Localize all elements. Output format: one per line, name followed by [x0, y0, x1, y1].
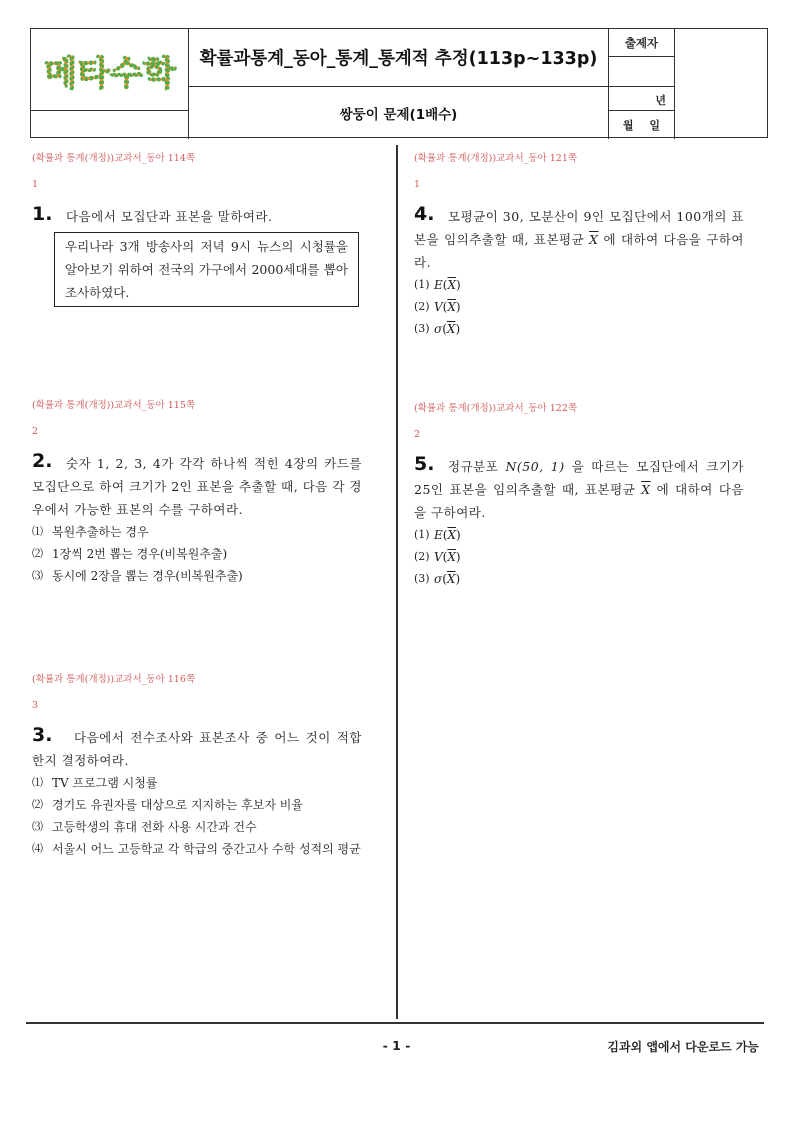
sub-items — [414, 524, 744, 590]
difficulty-number: 3 — [32, 700, 39, 711]
date-cell — [609, 111, 675, 139]
question-text: 모평균이 30, 모분산이 9인 모집단에서 100개의 표본을 임의추출할 때, 표본평균 $\overline{X}$ 에 대하여 다음을 구하여라. — [414, 209, 744, 270]
question-box: 우리나라 3개 방송사의 저녁 9시 뉴스의 시청률을 알아보기 위하여 전국의 가구에서 2000세대를 뽑아 조사하였다. — [54, 232, 359, 307]
question-number: 1. — [32, 203, 53, 225]
sub-items — [32, 772, 362, 860]
subtitle-cell — [189, 87, 609, 139]
list-item: (1) $E(\overline{X})$ — [414, 528, 461, 542]
download-note: 김과외 앱에서 다운로드 가능 — [607, 1040, 759, 1054]
list-item: (2) $V(\overline{X})$ — [414, 550, 461, 564]
list-item: (1) $E(\overline{X})$ — [414, 278, 461, 292]
sub-items — [414, 274, 744, 340]
list-item: (3) $\sigma(\overline{X})$ — [414, 572, 461, 586]
question-text: 정규분포 N(50, 1) 을 따르는 모집단에서 크기가 25인 표본을 임의추출할 때, 표본평균 $\overline{X}$ 에 대하여 다음을 구하여라. — [414, 459, 744, 520]
worksheet-title: 확률과통계_동아_통계_통계적 추정(113p~133p) — [199, 49, 598, 69]
difficulty-number: 1 — [414, 179, 421, 190]
logo-under-cell — [31, 111, 189, 139]
source-note: (확률과 통계(개정))교과서_동아 116쪽 — [32, 674, 196, 685]
column-divider — [396, 145, 398, 1019]
sub-items — [32, 521, 362, 587]
list-item: ⑵ 1장씩 2번 뽑는 경우(비복원추출) — [32, 547, 228, 561]
year-label: 년 — [609, 87, 675, 111]
question-text: 다음에서 모집단과 표본을 말하여라. — [66, 209, 273, 224]
difficulty-number: 2 — [414, 429, 421, 440]
source-note: (확률과 통계(개정))교과서_동아 122쪽 — [414, 403, 578, 414]
list-item: ⑷ 서울시 어느 고등학교 각 학급의 중간고사 수학 성적의 평균 — [32, 842, 361, 856]
list-item: (2) $V(\overline{X})$ — [414, 300, 461, 314]
list-item: ⑵ 경기도 유권자를 대상으로 지지하는 후보자 비율 — [32, 798, 303, 812]
difficulty-number: 1 — [32, 179, 39, 190]
author-label: 출제자 — [609, 29, 675, 57]
author-blank-cell — [609, 57, 675, 87]
question-2 — [32, 397, 362, 587]
list-item: ⑴ TV 프로그램 시청률 — [32, 776, 158, 790]
question-1 — [32, 150, 362, 307]
list-item: (3) $\sigma(\overline{X})$ — [414, 322, 461, 336]
logo-cell — [31, 29, 189, 111]
question-number: 5. — [414, 453, 435, 475]
right-column — [414, 150, 744, 590]
difficulty-number: 2 — [32, 426, 39, 437]
question-number: 2. — [32, 450, 53, 472]
question-5 — [414, 400, 744, 590]
meta-math-logo — [41, 47, 179, 93]
month-label: 월 — [622, 119, 634, 132]
footer-rule — [26, 1022, 764, 1024]
question-number: 4. — [414, 203, 435, 225]
day-label: 일 — [649, 119, 661, 132]
list-item: ⑶ 고등학생의 휴대 전화 사용 시간과 건수 — [32, 820, 257, 834]
question-text: 다음에서 전수조사와 표본조사 중 어느 것이 적합한지 결정하여라. — [32, 730, 362, 768]
source-note: (확률과 통계(개정))교과서_동아 121쪽 — [414, 153, 578, 164]
list-item: ⑶ 동시에 2장을 뽑는 경우(비복원추출) — [32, 569, 243, 583]
sample-mean-symbol: $\overline{X}$ — [589, 232, 599, 247]
sample-mean-symbol: $\overline{X}$ — [641, 482, 651, 497]
question-4 — [414, 150, 744, 340]
worksheet-subtitle: 쌍둥이 문제(1배수) — [339, 107, 458, 123]
left-column — [32, 150, 362, 860]
source-note: (확률과 통계(개정))교과서_동아 115쪽 — [32, 400, 196, 411]
source-note: (확률과 통계(개정))교과서_동아 114쪽 — [32, 153, 196, 164]
question-text: 숫자 1, 2, 3, 4가 각각 하나씩 적힌 4장의 카드를 모집단으로 하여 크기가 2인 표본을 추출할 때, 다음 각 경우에서 가능한 표본의 수를 구하여라. — [32, 456, 362, 517]
title-cell — [189, 29, 609, 87]
question-3 — [32, 671, 362, 860]
header-table — [30, 28, 768, 138]
normal-distribution: N(50, 1) — [505, 459, 565, 474]
question-number: 3. — [32, 724, 53, 746]
page-number: - 1 - — [382, 1038, 411, 1053]
logo-text: 메타수학 — [44, 54, 176, 93]
author-value-cell — [675, 29, 769, 139]
list-item: ⑴ 복원추출하는 경우 — [32, 525, 149, 539]
